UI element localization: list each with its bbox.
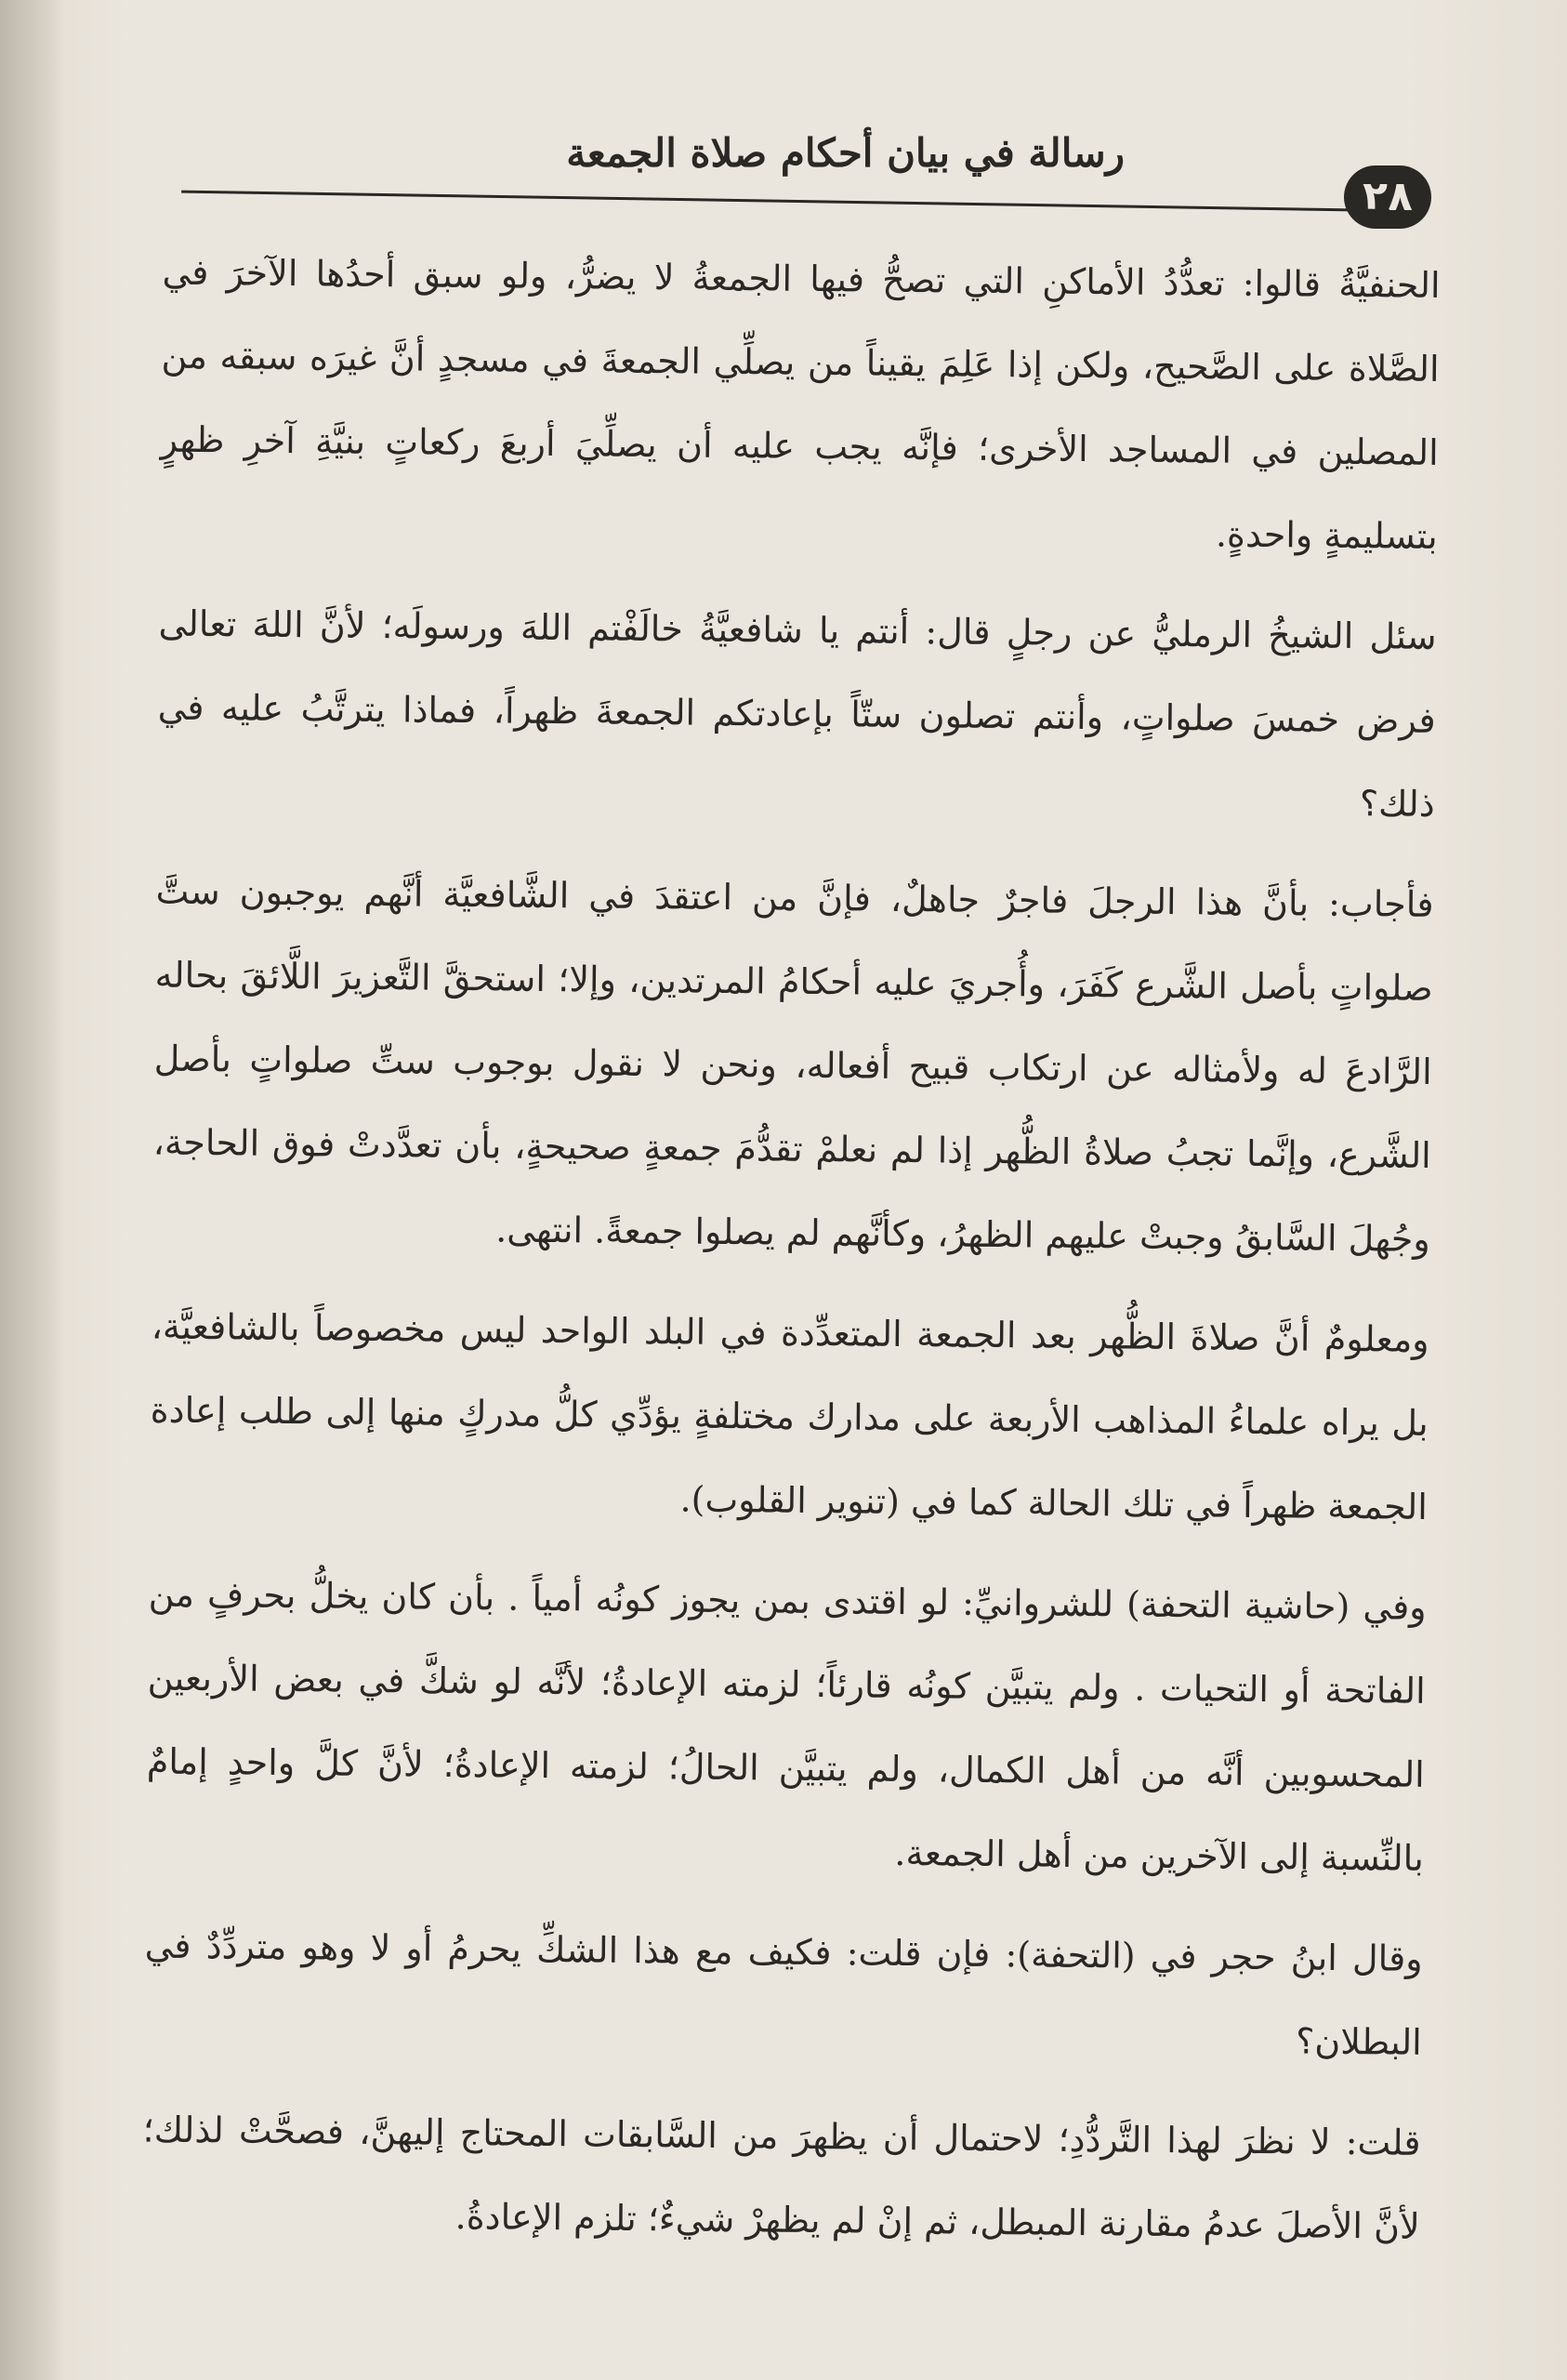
binding-shadow <box>0 0 65 2380</box>
body-text <box>141 231 1441 2285</box>
paragraph-four-schools: ومعلومٌ أنَّ صلاةَ الظُّهر بعد الجمعة المتعدِّدة في البلد الواحد ليس مخصوصاً بالشافعيَّة، بل يراه علماءُ المذاهب الأربعة على مدارك مختلفةٍ يؤدِّي كلُّ مدركٍ منها إلى طلب إعادة الجمعة ظهراً في تلك الحالة كما في (تنوير القلوب). <box>150 1305 1429 1527</box>
page-header <box>181 112 1431 251</box>
header-rule <box>181 191 1389 212</box>
paragraph-shirwani: وفي (حاشية التحفة) للشروانيِّ: لو اقتدى بمن يجوز كونُه أمياً . بأن كان يخلُّ بحرفٍ من الفاتحة أو التحيات . ولم يتبيَّن كونُه قارئاً؛ لزمته الإعادةُ؛ لأنَّه لو شكَّ في بعض الأربعين المحسوبين أنَّه من أهل الكمال، ولم يتبيَّن الحالُ؛ لزمته الإعادةُ؛ لأنَّ كلَّ واحدٍ إمامٌ بالنِّسبة إلى الآخرين من أهل الجمعة. <box>146 1573 1427 1879</box>
page-number-badge: ٢٨ <box>1344 165 1431 229</box>
paragraph-ramli-question: سئل الشيخُ الرمليُّ عن رجلٍ قال: أنتم يا شافعيَّةُ خالَفْتم اللهَ ورسولَه؛ لأنَّ اللهَ تعالى فرض خمسَ صلواتٍ، وأنتم تصلون ستّاً بإعادتكم الجمعةَ ظهراً، فماذا يترتَّبُ عليه في ذلك؟ <box>157 602 1437 825</box>
paragraph-ramli-answer: فأجاب: بأنَّ هذا الرجلَ فاجرٌ جاهلٌ، فإنَّ من اعتقدَ في الشَّافعيَّة أنَّهم يوجبون ستَّ صلواتٍ بأصل الشَّرع كَفَرَ، وأُجريَ عليه أحكامُ المرتدين، وإلا؛ استحقَّ التَّعزيرَ اللَّائقَ بحاله الرَّادعَ له ولأمثاله عن ارتكاب قبيح أفعاله، ونحن لا نقول بوجوب ستِّ صلواتٍ بأصل الشَّرع، وإنَّما تجبُ صلاةُ الظُّهر إذا لم نعلمْ تقدُّمَ جمعةٍ صحيحةٍ، بأن تعدَّدتْ فوق الحاجة، وجُهلَ السَّابقُ وجبتْ عليهم الظهرُ، وكأنَّهم لم يصلوا جمعةً. انتهى. <box>152 870 1434 1260</box>
paragraph-ibn-hajar-question: وقال ابنُ حجر في (التحفة): فإن قلت: فكيف مع هذا الشكِّ يحرمُ أو لا وهو متردِّدٌ في البطلان؟ <box>144 1924 1423 2063</box>
running-title: رسالة في بيان أحكام صلاة الجمعة <box>566 130 1125 176</box>
paragraph-ibn-hajar-answer: قلت: لا نظرَ لهذا التَّردُّدِ؛ لاحتمال أن يظهرَ من السَّابقات المحتاج إليهنَّ، فصحَّتْ لذلك؛ لأنَّ الأصلَ عدمُ مقارنة المبطل، ثم إنْ لم يظهرْ شيءٌ؛ تلزم الإعادةُ. <box>142 2109 1421 2247</box>
paragraph-hanafi: الحنفيَّةُ قالوا: تعدُّدُ الأماكنِ التي تصحُّ فيها الجمعةُ لا يضرُّ، ولو سبق أحدُها الآخرَ في الصَّلاة على الصَّحيح، ولكن إذا عَلِمَ يقيناً من يصلِّي الجمعةَ في مسجدٍ أنَّ غيرَه سبقه من المصلين في المساجد الأخرى؛ فإنَّه يجب عليه أن يصلِّيَ أربعَ ركعاتٍ بنيَّةِ آخرِ ظهرٍ بتسليمةٍ واحدةٍ. <box>160 251 1441 557</box>
